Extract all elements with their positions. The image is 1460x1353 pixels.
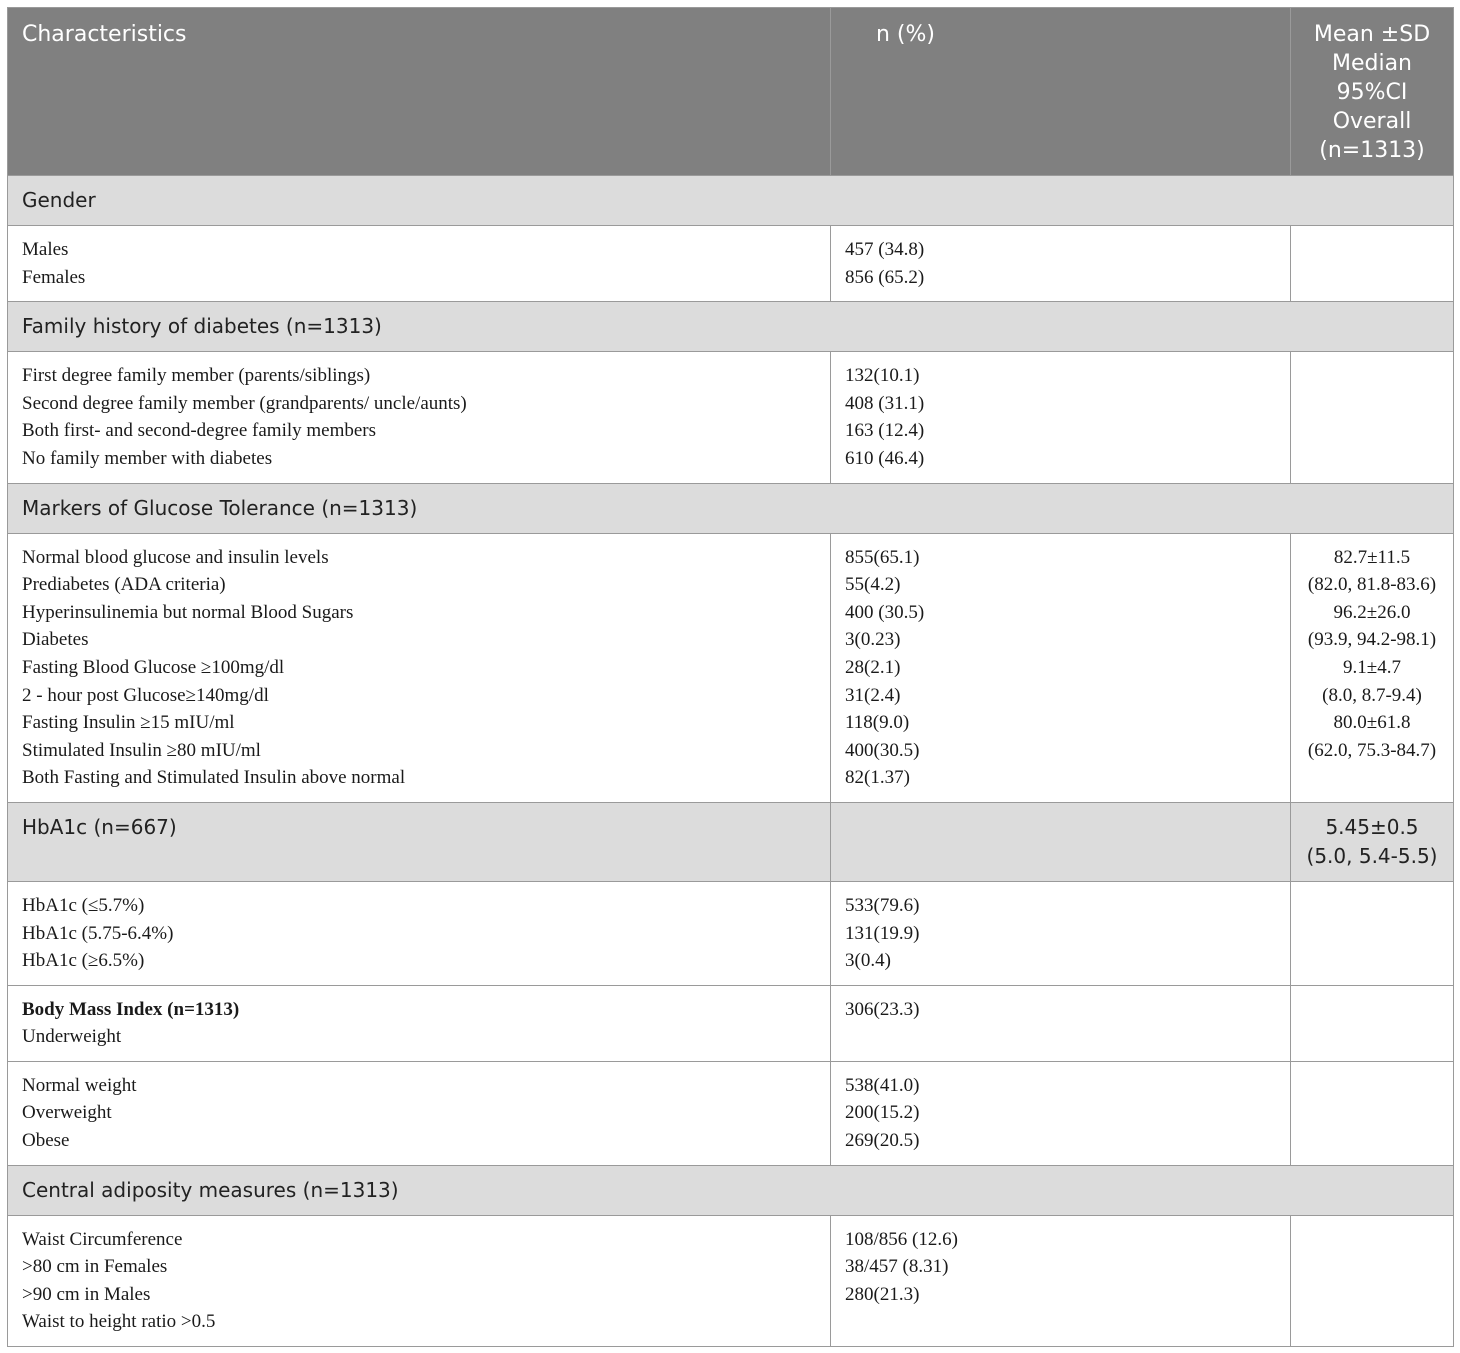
- n-percent-cell: [831, 985, 1291, 1061]
- characteristic-label: Normal blood glucose and insulin levels: [22, 546, 329, 568]
- table-row: [8, 533, 1454, 802]
- table-row: [8, 985, 1454, 1061]
- characteristic-label: Normal weight: [22, 1074, 137, 1096]
- characteristic-label: Overweight: [22, 1102, 112, 1124]
- n-percent-cell: [831, 226, 1291, 302]
- header-mean-sd: Mean ±SD Median 95%CI Overall (n=1313): [1291, 8, 1454, 176]
- stat-value: (8.0, 8.7-9.4): [1322, 684, 1422, 706]
- header-characteristics: Characteristics: [8, 8, 831, 176]
- stat-cell: [1291, 881, 1454, 985]
- n-percent-cell: [831, 533, 1291, 802]
- n-percent-cell: [831, 881, 1291, 985]
- n-percent-value: 38/457 (8.31): [845, 1256, 949, 1278]
- n-percent-cell: [831, 352, 1291, 483]
- characteristic-label: HbA1c (≤5.7%): [22, 894, 145, 916]
- characteristic-label: Females: [22, 266, 86, 288]
- n-percent-cell: [831, 1061, 1291, 1165]
- header-n-percent: n (%): [831, 8, 1291, 176]
- characteristic-label: Obese: [22, 1130, 70, 1152]
- characteristic-label: Prediabetes (ADA criteria): [22, 574, 226, 596]
- stat-value: 80.0±61.8: [1333, 712, 1411, 734]
- characteristic-label: HbA1c (≥6.5%): [22, 950, 145, 972]
- n-percent-value: 118(9.0): [845, 712, 910, 734]
- characteristic-label: Waist to height ratio >0.5: [22, 1311, 216, 1333]
- stat-value: 9.1±4.7: [1343, 656, 1401, 678]
- table-row: [8, 1061, 1454, 1165]
- section-header-row: [8, 483, 1454, 533]
- n-percent-value: 269(20.5): [845, 1130, 920, 1152]
- n-percent-value: 3(0.23): [845, 629, 901, 651]
- stat-value: 82.7±11.5: [1333, 546, 1411, 568]
- characteristic-label: Diabetes: [22, 629, 89, 651]
- n-percent-value: 28(2.1): [845, 656, 901, 678]
- characteristic-label: Stimulated Insulin ≥80 mIU/ml: [22, 739, 261, 761]
- group-bold-label: Body Mass Index (n=1313): [22, 998, 240, 1020]
- header-row: [8, 8, 1454, 176]
- characteristic-label: Males: [22, 239, 69, 260]
- n-percent-value: 200(15.2): [845, 1102, 920, 1124]
- characteristics-table: [7, 7, 1454, 1347]
- characteristic-label: HbA1c (5.75-6.4%): [22, 922, 174, 944]
- section-header-row: [8, 1165, 1454, 1215]
- table-row: [8, 1215, 1454, 1346]
- characteristic-label: >90 cm in Males: [22, 1283, 151, 1305]
- n-percent-value: 856 (65.2): [845, 266, 925, 288]
- n-percent-value: 855(65.1): [845, 546, 920, 568]
- section-title: Central adiposity measures (n=1313): [8, 1165, 1454, 1215]
- section-header-row: [8, 302, 1454, 352]
- characteristic-label: Both Fasting and Stimulated Insulin above normal: [22, 767, 406, 789]
- stat-value: (82.0, 81.8-83.6): [1307, 574, 1437, 596]
- n-percent-value: 610 (46.4): [845, 447, 925, 469]
- n-percent-cell: [831, 1215, 1291, 1346]
- stat-cell: [1291, 1215, 1454, 1346]
- n-percent-value: 163 (12.4): [845, 420, 925, 442]
- n-percent-value: 82(1.37): [845, 767, 910, 789]
- characteristic-cell: [8, 226, 831, 302]
- n-percent-value: 55(4.2): [845, 574, 901, 596]
- n-percent-value: 408 (31.1): [845, 392, 925, 414]
- section-title: HbA1c (n=667): [8, 802, 831, 881]
- characteristic-label: Fasting Blood Glucose ≥100mg/dl: [22, 656, 285, 678]
- section-header-row: [8, 802, 1454, 881]
- characteristic-cell: [8, 1215, 831, 1346]
- characteristic-label: Underweight: [22, 1026, 122, 1048]
- n-percent-value: 108/856 (12.6): [845, 1228, 958, 1250]
- n-percent-value: 3(0.4): [845, 950, 891, 972]
- characteristic-cell: [8, 352, 831, 483]
- table-row: [8, 881, 1454, 985]
- characteristic-label: First degree family member (parents/siblings): [22, 365, 371, 387]
- stat-cell: [1291, 533, 1454, 802]
- section-header-row: [8, 176, 1454, 226]
- characteristic-label: Fasting Insulin ≥15 mIU/ml: [22, 712, 235, 734]
- characteristic-cell: [8, 533, 831, 802]
- characteristic-label: Both first- and second-degree family members: [22, 420, 377, 442]
- stat-value: (62.0, 75.3-84.7): [1307, 739, 1437, 761]
- stat-cell: [1291, 352, 1454, 483]
- stat-cell: [1291, 226, 1454, 302]
- stat-cell: [1291, 1061, 1454, 1165]
- stat-cell: [1291, 985, 1454, 1061]
- section-title: Gender: [8, 176, 1454, 226]
- characteristic-label: >80 cm in Females: [22, 1256, 168, 1278]
- table-row: [8, 352, 1454, 483]
- n-percent-value: 31(2.4): [845, 684, 901, 706]
- n-percent-value: 132(10.1): [845, 365, 920, 387]
- n-percent-value: 538(41.0): [845, 1074, 920, 1096]
- n-percent-value: 306(23.3): [845, 998, 920, 1020]
- characteristic-label: Waist Circumference: [22, 1228, 183, 1250]
- table-row: [8, 226, 1454, 302]
- n-percent-value: 400 (30.5): [845, 601, 925, 623]
- characteristic-label: No family member with diabetes: [22, 447, 273, 469]
- characteristic-label: Second degree family member (grandparents/ uncle/aunts): [22, 392, 467, 414]
- stat-value: (93.9, 94.2-98.1): [1307, 629, 1437, 651]
- section-title: Family history of diabetes (n=1313): [8, 302, 1454, 352]
- characteristic-cell: [8, 985, 831, 1061]
- characteristic-cell: [8, 881, 831, 985]
- n-percent-value: 131(19.9): [845, 922, 920, 944]
- section-n-cell: [831, 802, 1291, 881]
- n-percent-value: 457 (34.8): [845, 239, 925, 260]
- n-percent-value: 533(79.6): [845, 894, 920, 916]
- characteristic-label: 2 - hour post Glucose≥140mg/dl: [22, 684, 269, 706]
- section-stat: 5.45±0.5 (5.0, 5.4-5.5): [1291, 802, 1454, 881]
- characteristic-label: Hyperinsulinemia but normal Blood Sugars: [22, 601, 354, 623]
- characteristic-cell: [8, 1061, 831, 1165]
- stat-value: 96.2±26.0: [1333, 601, 1411, 623]
- n-percent-value: 400(30.5): [845, 739, 920, 761]
- section-title: Markers of Glucose Tolerance (n=1313): [8, 483, 1454, 533]
- n-percent-value: 280(21.3): [845, 1283, 920, 1305]
